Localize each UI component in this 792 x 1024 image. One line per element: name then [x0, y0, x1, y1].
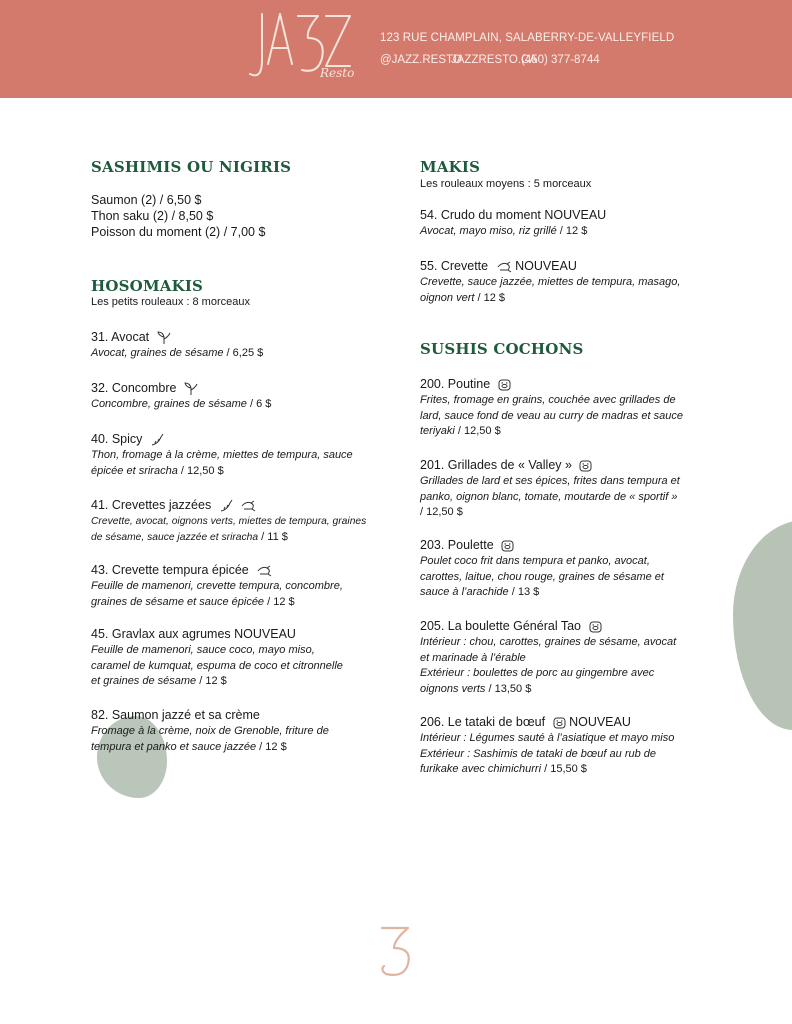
menu-item-name: 32. Concombre	[91, 381, 198, 396]
menu-item-name: 206. Le tataki de bœuf NOUVEAU	[420, 715, 631, 729]
address: 123 RUE CHAMPLAIN, SALABERRY-DE-VALLEYFIELD	[380, 32, 675, 44]
website-link[interactable]: JAZZRESTO.CA	[451, 54, 538, 66]
leaf-icon	[184, 382, 198, 396]
menu-item-name: 205. La boulette Général Tao	[420, 619, 602, 633]
pig-icon	[589, 620, 602, 633]
menu-item-name: 40. Spicy	[91, 432, 164, 447]
shrimp-icon	[240, 500, 256, 512]
hosomakis-subtitle: Les petits rouleaux : 8 morceaux	[91, 296, 250, 308]
shrimp-icon	[256, 565, 272, 577]
menu-item-desc: Fromage à la crème, noix de Grenoble, friture de tempura et panko et sauce jazzée / 12 $	[91, 725, 329, 753]
menu-item-name: 82. Saumon jazzé et sa crème	[91, 708, 260, 722]
menu-item-name: 55. Crevette NOUVEAU	[420, 259, 577, 273]
menu-line: Poisson du moment (2) / 7,00 $	[91, 225, 266, 239]
header-banner	[0, 0, 792, 98]
menu-item-desc: Poulet coco frit dans tempura et panko, avocat, carottes, laitue, chou rouge, graines de sésame et sauce à l’arachide / 13 $	[420, 555, 664, 598]
menu-line: Thon saku (2) / 8,50 $	[91, 209, 214, 223]
pepper-icon	[219, 499, 233, 513]
menu-item-name: 201. Grillades de « Valley »	[420, 458, 592, 472]
menu-item-name: 203. Poulette	[420, 538, 514, 552]
sashimis-title: SASHIMIS OU NIGIRIS	[91, 158, 292, 176]
menu-item-desc: Feuille de mamenori, crevette tempura, concombre, graines de sésame et sauce épicée / 12 $	[91, 580, 343, 608]
menu-item-name: 31. Avocat	[91, 330, 171, 345]
menu-item-name: 43. Crevette tempura épicée	[91, 563, 272, 577]
page-number-mark-icon	[374, 920, 418, 980]
phone-number[interactable]: (450) 377-8744	[521, 54, 600, 66]
menu-item-desc: Crevette, sauce jazzée, miettes de tempura, masago, oignon vert / 12 $	[420, 276, 681, 304]
menu-item-desc: Crevette, avocat, oignons verts, miettes de tempura, graines de sésame, sauce jazzée et sriracha / 11 $	[91, 516, 367, 543]
pig-icon	[501, 539, 514, 552]
instagram-handle[interactable]: @JAZZ.RESTO	[380, 54, 462, 66]
menu-item-desc: Intérieur : chou, carottes, graines de sésame, avocat et marinade à l’érable Extérieur : boulettes de porc au gingembre avec oignons verts / 13,50 $	[420, 636, 677, 695]
menu-item-desc: Feuille de mamenori, sauce coco, mayo miso, caramel de kumquat, espuma de coco et citronnelle et graines de sésame / 12 $	[91, 644, 343, 687]
makis-title: MAKIS	[420, 158, 481, 176]
menu-item-desc: Concombre, graines de sésame / 6 $	[91, 398, 272, 410]
hosomakis-title: HOSOMAKIS	[91, 277, 204, 295]
cochons-title: SUSHIS COCHONS	[420, 340, 584, 358]
menu-line: Saumon (2) / 6,50 $	[91, 193, 202, 207]
menu-item-desc: Avocat, graines de sésame / 6,25 $	[91, 347, 264, 359]
menu-item-desc: Avocat, mayo miso, riz grillé / 12 $	[420, 225, 588, 237]
pepper-icon	[150, 433, 164, 447]
menu-item-desc: Frites, fromage en grains, couchée avec grillades de lard, sauce fond de veau au curry de madras et sauce teriyaki / 12,50 $	[420, 394, 683, 437]
menu-item-name: 54. Crudo du moment NOUVEAU	[420, 208, 607, 222]
logo	[246, 8, 366, 92]
menu-item-desc: Grillades de lard et ses épices, frites dans tempura et panko, oignon blanc, tomate, moutarde de « sportif » / 12,50 $	[420, 475, 680, 518]
makis-subtitle: Les rouleaux moyens : 5 morceaux	[420, 178, 592, 190]
menu-item-name: 200. Poutine	[420, 377, 511, 391]
menu-item-name: 45. Gravlax aux agrumes NOUVEAU	[91, 627, 296, 641]
decorative-blob-right	[733, 520, 792, 730]
pig-icon	[553, 716, 566, 729]
menu-item-desc: Thon, fromage à la crème, miettes de tempura, sauce épicée et sriracha / 12,50 $	[91, 449, 353, 477]
menu-item-desc: Intérieur : Légumes sauté à l’asiatique et mayo miso Extérieur : Sashimis de tataki de bœuf au rub de furikake avec chimichurri / 15,50 $	[420, 732, 675, 775]
leaf-icon	[157, 331, 171, 345]
menu-item-name: 41. Crevettes jazzées	[91, 498, 256, 513]
logo-subtitle: Resto	[320, 66, 355, 80]
pig-icon	[579, 459, 592, 472]
shrimp-icon	[496, 261, 512, 273]
pig-icon	[498, 378, 511, 391]
